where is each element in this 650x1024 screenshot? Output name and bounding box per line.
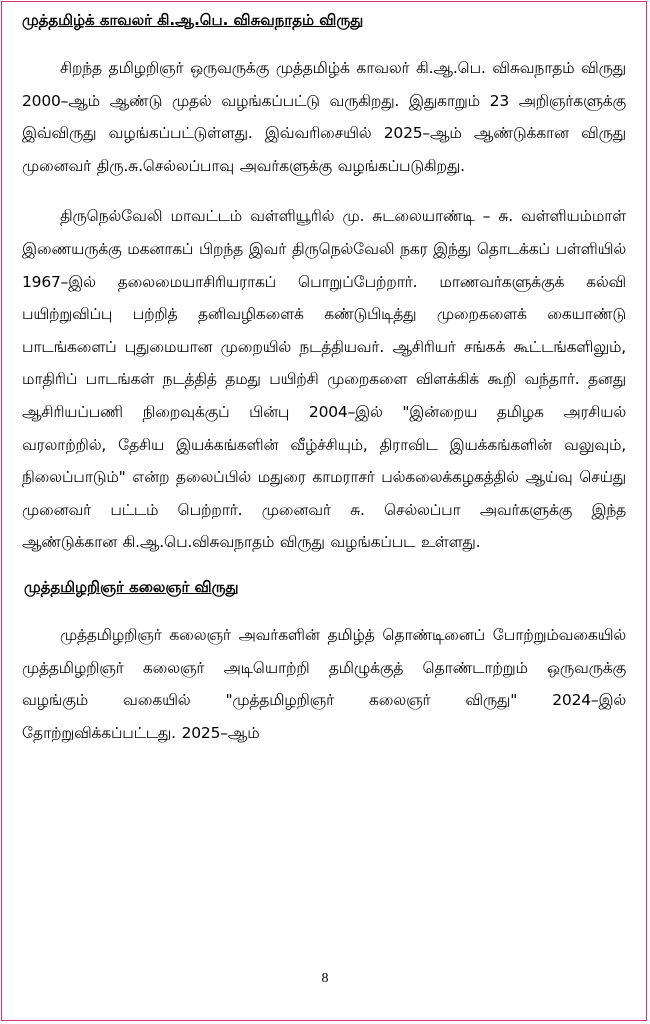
paragraph-award-intro: சிறந்த தமிழறிஞர் ஒருவருக்கு முத்தமிழ்க் காவலர் கி.ஆ.பெ. விசுவநாதம் விருது 2000–ஆம் ஆண்டு முதல் வழங்கப்பட்டு வருகிறது. இதுகாறும் 23 அறிஞர்களுக்கு இவ்விருது வழங்கப்பட்டுள்ளது. இவ்வரிசையில் 2025–ஆம் ஆண்டுக்கான விருது முனைவர் திரு.சு.செல்லப்பாவு அவர்களுக்கு வழங்கப்படுகிறது.: [22, 59, 626, 175]
paragraph-kalaignar-award-intro: முத்தமிழறிஞர் கலைஞர் அவர்களின் தமிழ்த் தொண்டினைப் போற்றும்வகையில் முத்தமிழறிஞர் கலைஞர் அடியொற்றி தமிழுக்குத் தொண்டாற்றும் ஒருவருக்கு வழங்கும் வகையில் "முத்தமிழறிஞர் கலைஞர் விருது" 2024–இல் தோற்றுவிக்கப்பட்டது. 2025–ஆம்: [22, 625, 626, 742]
section-heading-kalaignar-award: முத்தமிழறிஞர் கலைஞர் விருது: [24, 577, 239, 596]
paragraph-awardee-biography: திருநெல்வேலி மாவட்டம் வள்ளியூரில் மு. சுடலையாண்டி – சு. வள்ளியம்மாள் இணையருக்கு மகனாகப் பிறந்த இவர் திருநெல்வேலி நகர இந்து தொடக்கப் பள்ளியில் 1967–இல் தலைமையாசிரியராகப் பொறுப்பேற்றார். மாணவர்களுக்குக் கல்வி பயிற்றுவிப்பு பற்றித் தனிவழிகளைக் கண்டுபிடித்து முறைகளைக் கையாண்டு பாடங்களைப் புதுமையான முறையில் நடத்தியவர். ஆசிரியர் சங்கக் கூட்டங்களிலும், மாதிரிப் பாடங்கள் நடத்தித் தமது பயிற்சி முறைகளை விளக்கிக் கூறி வந்தார். தனது ஆசிரியப்பணி நிறைவுக்குப் பின்பு 2004–இல் "இன்றைய தமிழக அரசியல் வரலாற்றில், தேசிய இயக்கங்களின் வீழ்ச்சியும், திராவிட இயக்கங்களின் வலுவும், நிலைப்பாடும்" என்ற தலைப்பில் மதுரை காமராசர் பல்கலைக்கழகத்தில் ஆய்வு செய்து முனைவர் பட்டம் பெற்றார். முனைவர் சு. செல்லப்பா அவர்களுக்கு இந்த ஆண்டுக்கான கி.ஆ.பெ.விசுவநாதம் விருது வழங்கப்பட உள்ளது.: [22, 207, 626, 552]
page-number: 8: [321, 971, 329, 986]
section-heading-kap-viswanatham-award: முத்தமிழ்க் காவலர் கி.ஆ.பெ. விசுவநாதம் விருது: [22, 11, 364, 29]
document-body: [22, 8, 626, 749]
